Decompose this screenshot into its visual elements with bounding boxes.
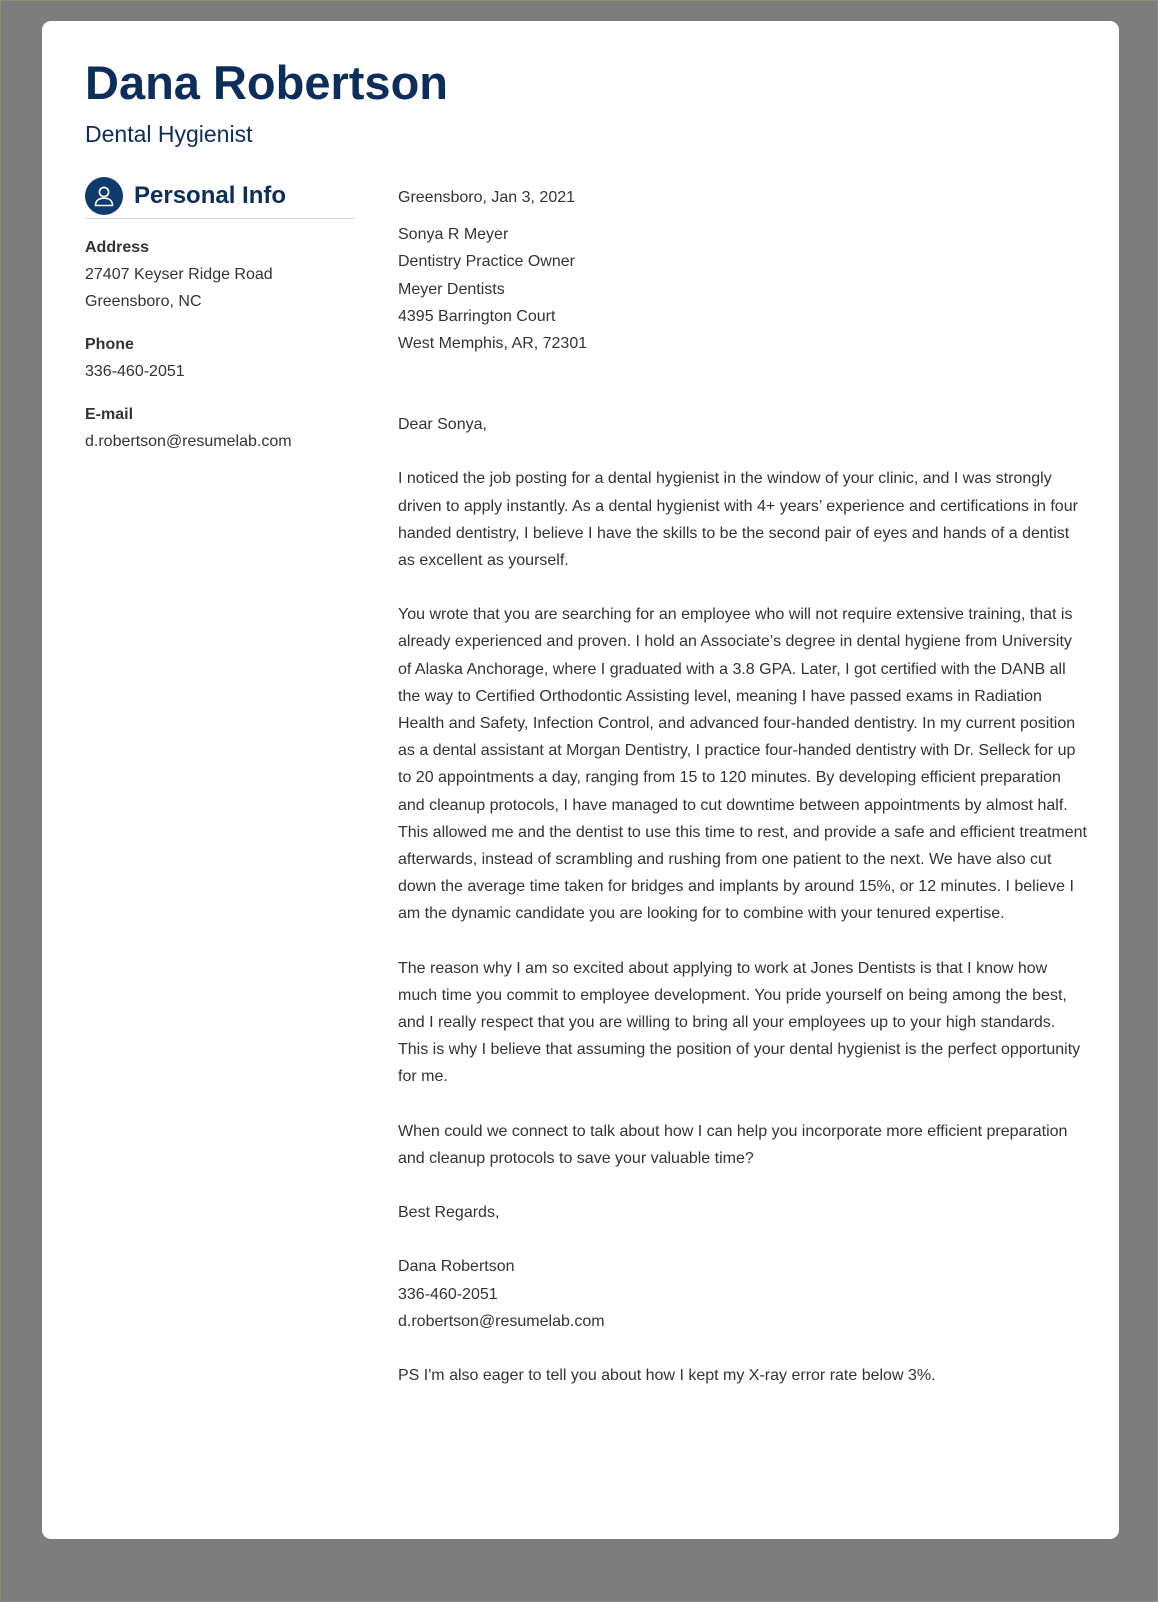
signature-line: 336-460-2051 <box>398 1285 498 1303</box>
email-label: E-mail <box>85 406 134 423</box>
sidebar <box>85 176 355 455</box>
signature-line: d.robertson@resumelab.com <box>398 1312 605 1330</box>
postscript: PS I'm also eager to tell you about how I kept my X-ray error rate below 3%. <box>398 1366 936 1384</box>
address-line-2: Greensboro, NC <box>85 293 202 310</box>
user-icon-glyph <box>92 184 116 208</box>
recipient-block <box>398 221 1088 357</box>
greeting: Dear Sonya, <box>398 416 487 434</box>
section-title: Personal Info <box>134 182 287 209</box>
recipient-line: Dentistry Practice Owner <box>398 253 575 271</box>
address-line-1: 27407 Keyser Ridge Road <box>85 266 273 283</box>
job-title: Dental Hygienist <box>85 121 253 147</box>
user-icon <box>85 177 123 215</box>
phone-value: 336-460-2051 <box>85 363 185 380</box>
signature-block <box>398 1253 1088 1335</box>
address-label: Address <box>85 239 150 256</box>
paragraph: The reason why I am so excited about applying to work at Jones Dentists is that I know how much time you commit to employee development. You pride yourself on being among the best, and I really respect that you are willing to bring all your employees up to your high standards. This is why I believe that assuming the position of your dental hygienist is the perfect opportunity for me. <box>398 959 1081 1086</box>
recipient-line: Meyer Dentists <box>398 280 505 298</box>
letter-body <box>398 184 1088 1389</box>
phone-label: Phone <box>85 336 134 353</box>
letter-date: Greensboro, Jan 3, 2021 <box>398 189 576 206</box>
cover-letter-page <box>42 21 1119 1539</box>
paragraph: I noticed the job posting for a dental hygienist in the window of your clinic, and I was strongly driven to apply instantly. As a dental hygienist with 4+ years’ experience and certifications in four handed dentistry, I believe I have the skills to be the second pair of eyes and hands of a dentist as excellent as yourself. <box>398 470 1078 570</box>
paragraph: You wrote that you are searching for an employee who will not require extensive training, that is already experienced and proven. I hold an Associate’s degree in dental hygiene from University of Alaska Anchorage, where I graduated with a 3.8 GPA. Later, I got certified with the DANB all the way to Certified Orthodontic Assisting level, meaning I have passed exams in Radiation Health and Safety, Infection Control, and advanced four-handed dentistry. In my current position as a dental assistant at Morgan Dentistry, I practice four-handed dentistry with Dr. Selleck for up to 20 appointments a day, ranging from 15 to 120 minutes. By developing efficient preparation and cleanup protocols, I have managed to cut downtime between appointments by almost half. This allowed me and the dentist to use this time to rest, and provide a safe and efficient treatment afterwards, instead of scrambling and rushing from one patient to the next. We have also cut down the average time taken for bridges and implants by around 15%, or 12 minutes. I believe I am the dynamic candidate you are looking for to combine with your tenured expertise. <box>398 606 1087 923</box>
signature-line: Dana Robertson <box>398 1258 515 1276</box>
personal-info-header <box>85 176 355 219</box>
recipient-line: West Memphis, AR, 72301 <box>398 335 588 353</box>
recipient-line: 4395 Barrington Court <box>398 307 556 325</box>
applicant-name: Dana Robertson <box>85 56 448 109</box>
recipient-line: Sonya R Meyer <box>398 226 509 244</box>
paragraph: When could we connect to talk about how I can help you incorporate more efficient preparation and cleanup protocols to save your valuable time? <box>398 1122 1068 1167</box>
closing: Best Regards, <box>398 1204 500 1222</box>
email-value: d.robertson@resumelab.com <box>85 433 292 450</box>
